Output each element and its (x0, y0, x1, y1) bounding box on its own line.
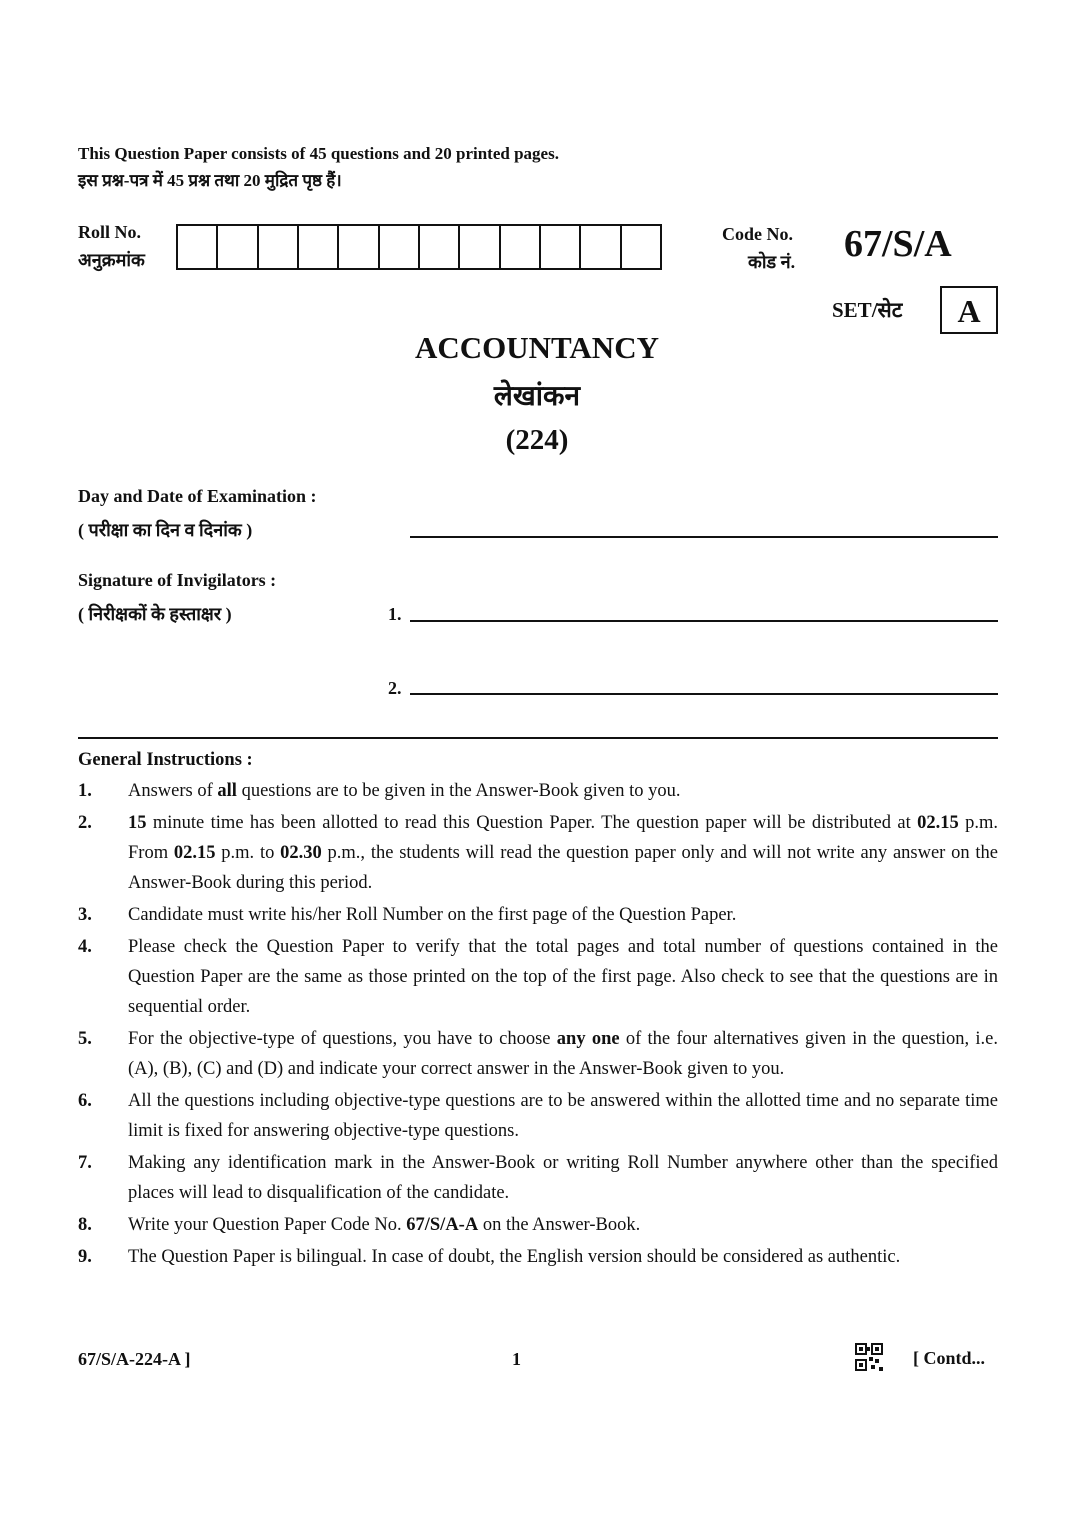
roll-number-cell[interactable] (501, 226, 541, 268)
signature-2-line[interactable] (410, 693, 998, 695)
instruction-item (78, 932, 998, 1022)
instruction-text-part: of the four alternatives given in the question, i.e. (A), (B), (C) and (D) and indicate your correct answer in the Answer-Book given to you. (128, 1029, 998, 1079)
roll-number-boxes[interactable] (176, 224, 662, 270)
instruction-text-part: The Question Paper is bilingual. In case of doubt, the English version should be considered as authentic. (128, 1247, 901, 1267)
qr-code-icon (855, 1343, 883, 1371)
page-number: 1 (512, 1349, 521, 1369)
subject-title-en: ACCOUNTANCY (415, 330, 659, 365)
date-input-line[interactable] (410, 536, 998, 538)
instruction-item (78, 808, 998, 898)
set-label: SET/सेट (832, 298, 903, 322)
instruction-text (128, 776, 998, 806)
instruction-text-part: on the Answer-Book. (478, 1215, 641, 1235)
instruction-text-part: Making any identification mark in the Answer-Book or writing Roll Number anywhere other than the specified places will lead to disqualification of the candidate. (128, 1153, 998, 1203)
instruction-text-part: Write your Question Paper Code No. (128, 1215, 407, 1235)
code-value: 67/S/A (844, 223, 952, 265)
instruction-text-bold: any one (556, 1029, 620, 1049)
roll-number-cell[interactable] (460, 226, 500, 268)
footer-code: 67/S/A-224-A ] (78, 1349, 191, 1369)
instruction-text (128, 932, 998, 1022)
roll-number-cell[interactable] (339, 226, 379, 268)
signature-1-number: 1. (388, 604, 402, 624)
set-value-box: A (940, 286, 998, 334)
roll-number-cell[interactable] (581, 226, 621, 268)
code-label-en: Code No. (722, 224, 793, 244)
instruction-text (128, 1148, 998, 1208)
instruction-text (128, 1086, 998, 1146)
instruction-item (78, 1086, 998, 1146)
instruction-item (78, 1148, 998, 1208)
instruction-number: 6. (78, 1091, 92, 1111)
instruction-item (78, 776, 998, 806)
instruction-text-part: For the objective-type of questions, you have to choose (128, 1029, 557, 1049)
instruction-text (128, 1024, 998, 1084)
date-label-hi: ( परीक्षा का दिन व दिनांक ) (78, 520, 253, 540)
instructions-heading: General Instructions : (78, 750, 253, 770)
instructions-list (78, 776, 998, 1274)
continued-label: [ Contd... (913, 1348, 986, 1368)
roll-number-cell[interactable] (178, 226, 218, 268)
instruction-text-part: p.m., the students will read the question paper only and will not write any answer on the Answer-Book during this period. (128, 843, 998, 893)
instruction-number: 2. (78, 813, 92, 833)
roll-number-cell[interactable] (259, 226, 299, 268)
date-label-en: Day and Date of Examination : (78, 486, 317, 506)
instruction-number: 4. (78, 937, 92, 957)
header-line-en: This Question Paper consists of 45 questions and 20 printed pages. (78, 144, 559, 163)
signature-1-line[interactable] (410, 620, 998, 622)
code-label-hi: कोड नं. (748, 252, 796, 272)
instruction-text-bold: 15 (128, 813, 147, 833)
instruction-text-part: questions are to be given in the Answer-Book given to you. (236, 781, 681, 801)
instruction-text-bold: 67/S/A-A (406, 1215, 479, 1235)
instruction-text-bold: 02.15 (917, 813, 959, 833)
instruction-text (128, 808, 998, 898)
instruction-text-part: p.m. to (215, 843, 281, 863)
instruction-text-part: Please check the Question Paper to verify that the total pages and total number of questions contained in the Question Paper are the same as those printed on the top of the first page. Also check to see that the questions are in sequential order. (128, 937, 998, 1017)
instruction-number: 5. (78, 1029, 92, 1049)
instruction-number: 3. (78, 905, 92, 925)
instruction-text (128, 900, 998, 930)
instruction-item (78, 900, 998, 930)
instruction-text-part: minute time has been allotted to read this Question Paper. The question paper will be distributed at (146, 813, 918, 833)
subject-title-hi: लेखांकन (493, 381, 581, 412)
roll-number-cell[interactable] (218, 226, 258, 268)
signature-label-hi: ( निरीक्षकों के हस्ताक्षर ) (78, 604, 232, 624)
roll-number-cell[interactable] (420, 226, 460, 268)
instruction-text-part: p.m. From (128, 813, 999, 863)
instruction-text-part: Candidate must write his/her Roll Number on the first page of the Question Paper. (128, 905, 737, 925)
instruction-text (128, 1242, 998, 1272)
instruction-item (78, 1210, 998, 1240)
instruction-text-bold: 02.30 (280, 843, 322, 863)
roll-number-cell[interactable] (541, 226, 581, 268)
instruction-text-part: Answers of (128, 781, 218, 801)
roll-label-hi: अनुक्रमांक (78, 250, 145, 270)
roll-number-cell[interactable] (622, 226, 660, 268)
roll-number-cell[interactable] (380, 226, 420, 268)
instruction-text-bold: all (217, 781, 237, 801)
roll-number-cell[interactable] (299, 226, 339, 268)
signature-label-en: Signature of Invigilators : (78, 570, 277, 590)
instruction-text-bold: 02.15 (173, 843, 216, 863)
instruction-item (78, 1024, 998, 1084)
signature-2-number: 2. (388, 678, 402, 698)
roll-label-en: Roll No. (78, 222, 141, 242)
header-line-hi: इस प्रश्न-पत्र में 45 प्रश्न तथा 20 मुद्रित पृष्ठ हैं। (78, 171, 342, 190)
instruction-number: 8. (78, 1215, 92, 1235)
instruction-number: 1. (78, 781, 92, 801)
instruction-text (128, 1210, 998, 1240)
instruction-number: 7. (78, 1153, 92, 1173)
section-divider (78, 737, 998, 739)
instruction-number: 9. (78, 1247, 92, 1267)
instruction-text-part: All the questions including objective-type questions are to be answered within the allotted time and no separate time limit is fixed for answering objective-type questions. (128, 1091, 998, 1141)
instruction-item (78, 1242, 998, 1272)
subject-code: (224) (505, 424, 569, 456)
